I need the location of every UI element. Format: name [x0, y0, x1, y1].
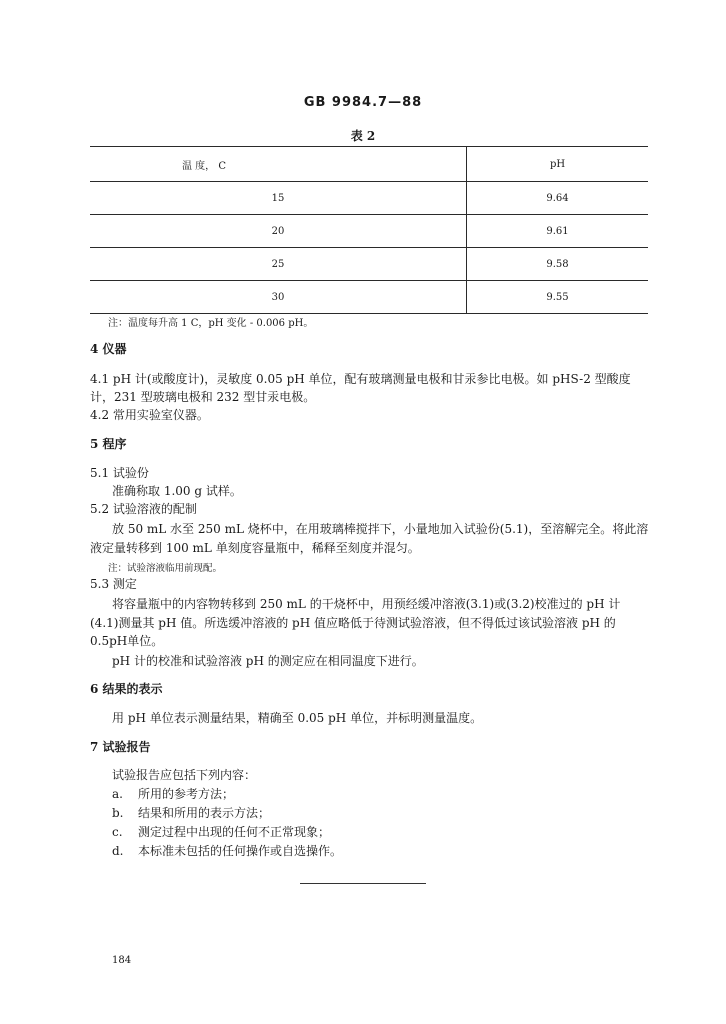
list-item-marker: d. — [112, 844, 124, 858]
ph-temperature-table — [90, 146, 648, 314]
table-row — [90, 281, 648, 314]
list-item-text: 结果和所用的表示方法； — [138, 806, 271, 820]
section-heading-instruments: 4 仪器 — [90, 342, 127, 356]
table-row — [90, 248, 648, 281]
cell-ph: 9.61 — [467, 215, 649, 248]
cell-temperature: 15 — [90, 182, 467, 215]
clause-5-2-line-1: 放 50 mL 水至 250 mL 烧杯中，在用玻璃棒搅拌下，小量地加入试验份(5.1)，至溶解完全。将此溶 — [112, 522, 649, 536]
table-row — [90, 215, 648, 248]
cell-ph: 9.64 — [467, 182, 649, 215]
list-item-text: 本标准未包括的任何操作或自选操作。 — [138, 844, 343, 858]
list-item — [112, 842, 342, 859]
clause-5-3-line-3: 0.5pH单位。 — [90, 634, 164, 648]
list-item-marker: c. — [112, 825, 123, 839]
clause-5-3-line-2: (4.1)测量其 pH 值。所选缓冲溶液的 pH 值应略低于待测试验溶液，但不得低过该试验溶液 pH 的 — [90, 616, 616, 630]
list-item — [112, 785, 234, 802]
list-item — [112, 823, 330, 840]
column-header-ph: pH — [467, 147, 649, 182]
clause-5-2-note: 注：试验溶液临用前现配。 — [108, 563, 223, 574]
cell-temperature: 30 — [90, 281, 467, 314]
column-header-temperature: 温 度， C — [90, 147, 467, 182]
list-item-text: 测定过程中出现的任何不正常现象； — [138, 825, 331, 839]
page-number: 184 — [112, 955, 132, 966]
cell-temperature: 25 — [90, 248, 467, 281]
table-header-row — [90, 147, 648, 182]
clause-4-2: 4.2 常用实验室仪器。 — [90, 408, 209, 422]
clause-4-1-line-2: 计，231 型玻璃电极和 232 型甘汞电极。 — [90, 390, 316, 404]
clause-5-2-line-2: 液定量转移到 100 mL 单刻度容量瓶中，稀释至刻度并混匀。 — [90, 541, 420, 555]
table-row — [90, 182, 648, 215]
clause-5-2-title: 5.2 试验溶液的配制 — [90, 502, 197, 516]
clause-5-1-text: 准确称取 1.00 g 试样。 — [112, 484, 242, 498]
report-intro: 试验报告应包括下列内容： — [112, 768, 257, 782]
section-heading-procedure: 5 程序 — [90, 437, 127, 451]
results-paragraph: 用 pH 单位表示测量结果，精确至 0.05 pH 单位，并标明测量温度。 — [112, 711, 483, 725]
clause-4-1-line-1: 4.1 pH 计(或酸度计)，灵敏度 0.05 pH 单位，配有玻璃测量电极和甘汞参比电极。如 pHS-2 型酸度 — [90, 372, 631, 386]
clause-5-3-line-1: 将容量瓶中的内容物转移到 250 mL 的干烧杯中，用预经缓冲溶液(3.1)或(3.2)校准过的 pH 计 — [112, 597, 621, 611]
cell-temperature: 20 — [90, 215, 467, 248]
table-caption: 表 2 — [350, 129, 376, 143]
list-item-marker: b. — [112, 806, 124, 820]
cell-ph: 9.58 — [467, 248, 649, 281]
list-item-text: 所用的参考方法； — [138, 787, 235, 801]
section-heading-test-report: 7 试验报告 — [90, 740, 151, 754]
clause-5-3-line-4: pH 计的校准和试验溶液 pH 的测定应在相同温度下进行。 — [112, 654, 424, 668]
list-item-marker: a. — [112, 787, 123, 801]
standard-code-header: GB 9984.7—88 — [303, 95, 423, 110]
clause-5-1-title: 5.1 试验份 — [90, 466, 149, 480]
end-of-standard-rule — [300, 883, 426, 884]
clause-5-3-title: 5.3 测定 — [90, 577, 137, 591]
cell-ph: 9.55 — [467, 281, 649, 314]
table-note: 注：温度每升高 1 C，pH 变化 - 0.006 pH。 — [108, 318, 314, 329]
section-heading-results: 6 结果的表示 — [90, 682, 163, 696]
list-item — [112, 804, 270, 821]
